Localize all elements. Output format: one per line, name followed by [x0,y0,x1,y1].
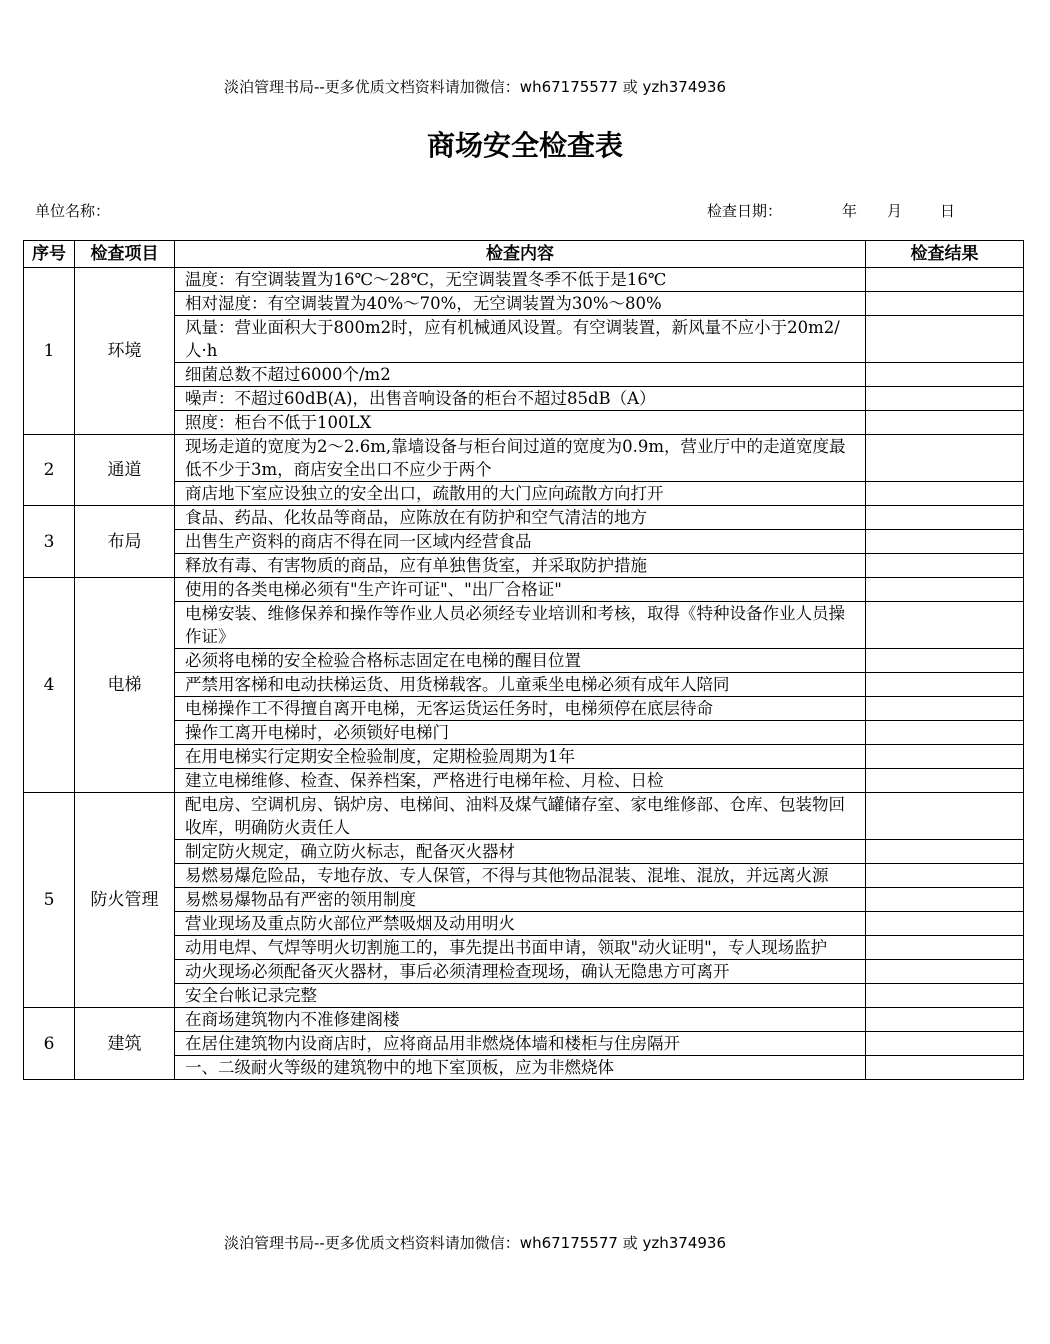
check-result-cell[interactable] [866,363,1024,387]
table-row [24,578,1024,602]
check-content: 相对湿度：有空调装置为40%～70%，无空调装置为30%～80% [175,292,866,316]
inspection-date-label: 检查日期： [707,202,783,220]
check-content: 电梯操作工不得擅自离开电梯，无客运货运任务时，电梯须停在底层待命 [175,697,866,721]
check-result-cell[interactable] [866,387,1024,411]
check-result-cell[interactable] [866,411,1024,435]
check-content: 制定防火规定，确立防火标志，配备灭火器材 [175,840,866,864]
check-result-cell[interactable] [866,1008,1024,1032]
check-result-cell[interactable] [866,530,1024,554]
inspection-table [23,240,1024,1080]
section-category: 布局 [75,506,175,578]
check-result-cell[interactable] [866,936,1024,960]
section-number: 1 [24,268,75,435]
column-header-item: 检查项目 [75,241,175,268]
table-row [24,506,1024,530]
section-number: 3 [24,506,75,578]
check-result-cell[interactable] [866,960,1024,984]
check-content: 一、二级耐火等级的建筑物中的地下室顶板，应为非燃烧体 [175,1056,866,1080]
section-category: 通道 [75,435,175,506]
check-result-cell[interactable] [866,912,1024,936]
table-row [24,435,1024,482]
check-result-cell[interactable] [866,840,1024,864]
date-year-label: 年 [842,202,858,220]
unit-name-label: 单位名称： [35,202,111,220]
check-content: 严禁用客梯和电动扶梯运货、用货梯载客。儿童乘坐电梯必须有成年人陪同 [175,673,866,697]
check-result-cell[interactable] [866,1032,1024,1056]
check-result-cell[interactable] [866,268,1024,292]
section-category: 环境 [75,268,175,435]
section-category: 电梯 [75,578,175,793]
check-content: 必须将电梯的安全检验合格标志固定在电梯的醒目位置 [175,649,866,673]
check-result-cell[interactable] [866,316,1024,363]
column-header-result: 检查结果 [866,241,1024,268]
check-content: 电梯安装、维修保养和操作等作业人员必须经专业培训和考核，取得《特种设备作业人员操作证》 [175,602,866,649]
date-day-label: 日 [940,202,956,220]
table-row [24,1008,1024,1032]
check-result-cell[interactable] [866,864,1024,888]
page-title: 商场安全检查表 [426,129,623,162]
check-result-cell[interactable] [866,769,1024,793]
check-result-cell[interactable] [866,649,1024,673]
check-content: 噪声：不超过60dB(A)，出售音响设备的柜台不超过85dB（A） [175,387,866,411]
check-content: 配电房、空调机房、锅炉房、电梯间、油料及煤气罐储存室、家电维修部、仓库、包装物回收库，明确防火责任人 [175,793,866,840]
check-result-cell[interactable] [866,793,1024,840]
check-result-cell[interactable] [866,745,1024,769]
section-number: 5 [24,793,75,1008]
header-note: 淡泊管理书局--更多优质文档资料请加微信：wh67175577 或 yzh374936 [223,78,726,96]
check-result-cell[interactable] [866,578,1024,602]
check-result-cell[interactable] [866,554,1024,578]
check-content: 现场走道的宽度为2～2.6m,靠墙设备与柜台间过道的宽度为0.9m，营业厅中的走道宽度最低不少于3m，商店安全出口不应少于两个 [175,435,866,482]
check-result-cell[interactable] [866,697,1024,721]
check-content: 在用电梯实行定期安全检验制度，定期检验周期为1年 [175,745,866,769]
section-category: 防火管理 [75,793,175,1008]
section-number: 2 [24,435,75,506]
check-result-cell[interactable] [866,435,1024,482]
table-body [24,268,1024,1080]
section-number: 4 [24,578,75,793]
check-content: 温度：有空调装置为16℃～28℃，无空调装置冬季不低于是16℃ [175,268,866,292]
table-row [24,268,1024,292]
check-result-cell[interactable] [866,292,1024,316]
check-content: 营业现场及重点防火部位严禁吸烟及动用明火 [175,912,866,936]
check-result-cell[interactable] [866,482,1024,506]
check-result-cell[interactable] [866,984,1024,1008]
table-header-row [24,241,1024,268]
section-number: 6 [24,1008,75,1080]
check-content: 细菌总数不超过6000个/m2 [175,363,866,387]
section-category: 建筑 [75,1008,175,1080]
check-content: 照度：柜台不低于100LX [175,411,866,435]
check-content: 操作工离开电梯时，必须锁好电梯门 [175,721,866,745]
column-header-content: 检查内容 [175,241,866,268]
check-result-cell[interactable] [866,721,1024,745]
check-content: 出售生产资料的商店不得在同一区域内经营食品 [175,530,866,554]
footer-note: 淡泊管理书局--更多优质文档资料请加微信：wh67175577 或 yzh374936 [223,1234,726,1252]
check-content: 在居住建筑物内设商店时，应将商品用非燃烧体墙和楼柜与住房隔开 [175,1032,866,1056]
check-content: 食品、药品、化妆品等商品，应陈放在有防护和空气清洁的地方 [175,506,866,530]
check-content: 在商场建筑物内不准修建阁楼 [175,1008,866,1032]
check-content: 释放有毒、有害物质的商品，应有单独售货室，并采取防护措施 [175,554,866,578]
check-content: 风量：营业面积大于800m2时，应有机械通风设置。有空调装置，新风量不应小于20m2/人·h [175,316,866,363]
check-content: 动用电焊、气焊等明火切割施工的，事先提出书面申请，领取"动火证明"，专人现场监护 [175,936,866,960]
check-result-cell[interactable] [866,888,1024,912]
check-content: 易燃易爆危险品，专地存放、专人保管，不得与其他物品混装、混堆、混放，并远离火源 [175,864,866,888]
check-content: 安全台帐记录完整 [175,984,866,1008]
column-header-seq: 序号 [24,241,75,268]
check-content: 使用的各类电梯必须有"生产许可证"、"出厂合格证" [175,578,866,602]
check-content: 商店地下室应设独立的安全出口，疏散用的大门应向疏散方向打开 [175,482,866,506]
check-result-cell[interactable] [866,1056,1024,1080]
table-row [24,793,1024,840]
check-content: 建立电梯维修、检查、保养档案，严格进行电梯年检、月检、日检 [175,769,866,793]
check-content: 易燃易爆物品有严密的领用制度 [175,888,866,912]
date-month-label: 月 [887,202,903,220]
check-result-cell[interactable] [866,506,1024,530]
check-content: 动火现场必须配备灭火器材，事后必须清理检查现场，确认无隐患方可离开 [175,960,866,984]
check-result-cell[interactable] [866,602,1024,649]
check-result-cell[interactable] [866,673,1024,697]
